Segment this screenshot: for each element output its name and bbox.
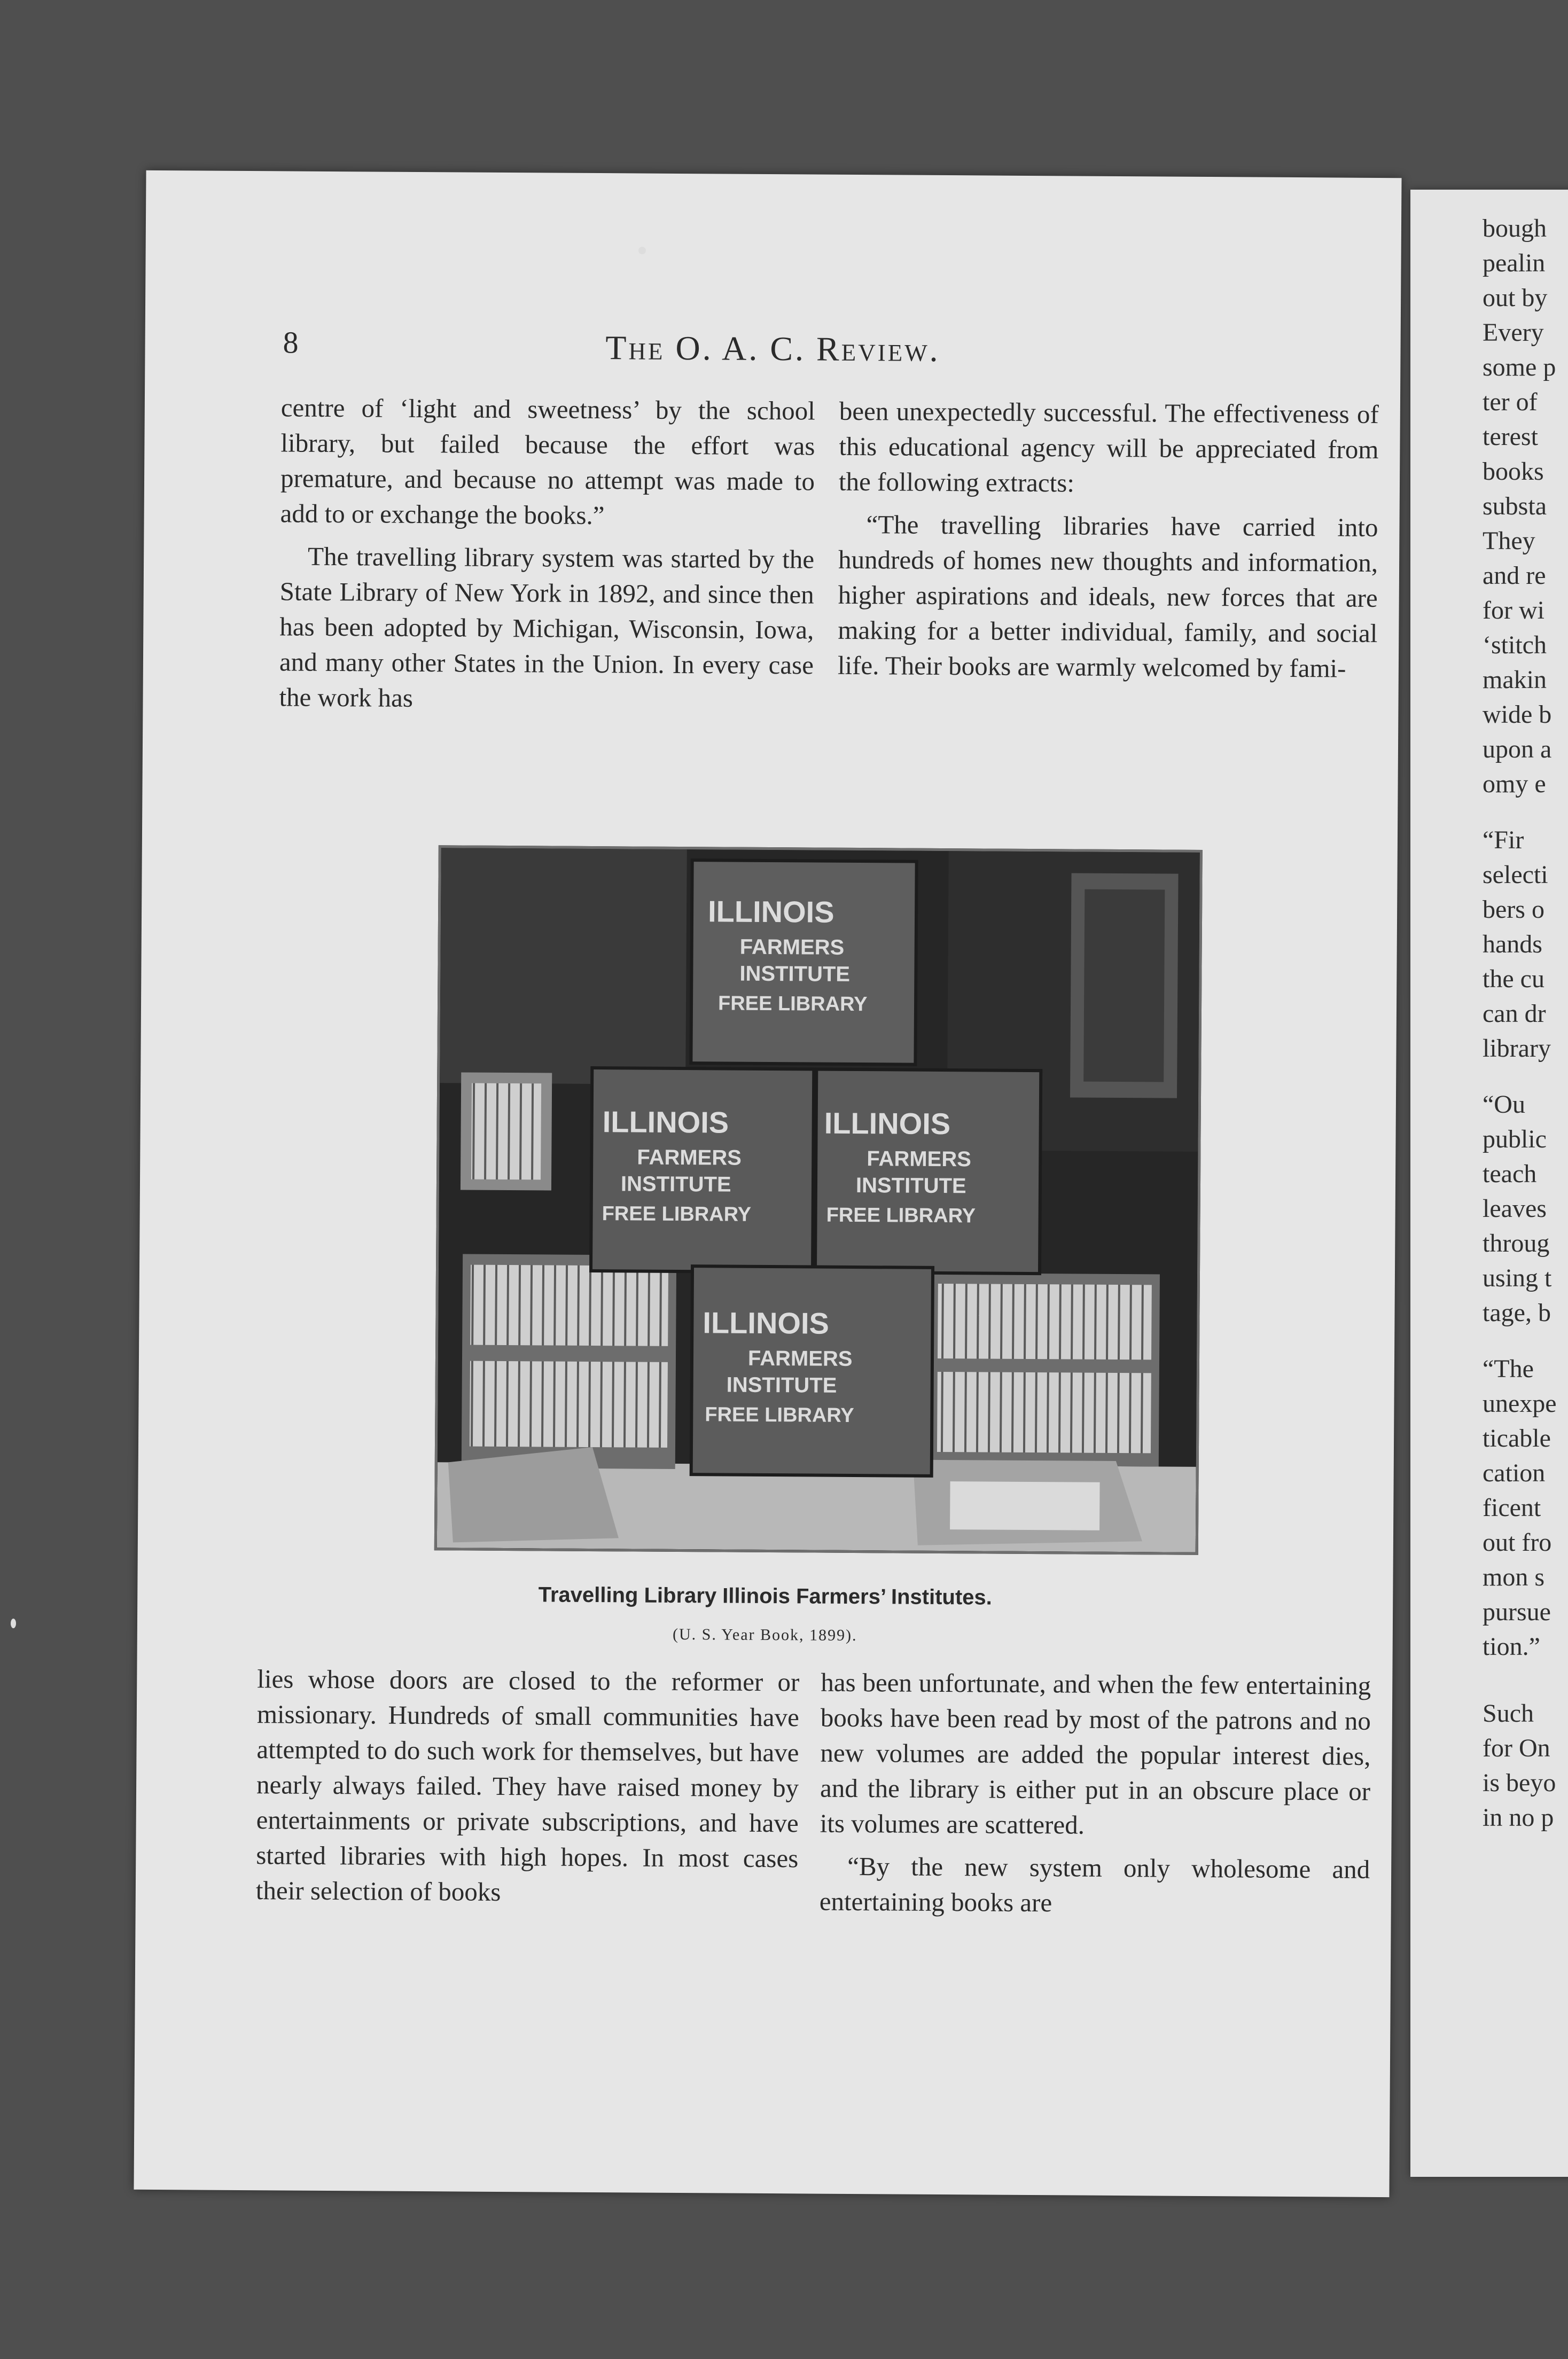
facing-page-fragment: Such <box>1483 1699 1534 1728</box>
facing-page-fragment: public <box>1483 1125 1547 1153</box>
facing-page-fragment: ter of <box>1483 388 1538 416</box>
crate-label: FARMERS <box>637 1145 742 1170</box>
facing-page-fragment: for On <box>1483 1734 1550 1762</box>
crate-label: FARMERS <box>867 1147 971 1171</box>
paragraph: centre of ‘light and sweetness’ by the school library, but failed because the effort was premature, and because no attempt was made to add to or exchange the books.” <box>280 393 816 530</box>
crate-label: FREE LIBRARY <box>602 1202 752 1226</box>
paragraph: has been unfortunate, and when the few entertaining books have been read by most of the patrons and no new volumes are added the popular interest dies, and the library is either put in an obscure place or its volumes are scattered. <box>820 1667 1371 1840</box>
column-3 <box>256 1661 800 1919</box>
dust-speck <box>11 1619 16 1628</box>
facing-page-fragment: “Ou <box>1483 1090 1525 1119</box>
facing-page-fragment: pursue <box>1483 1598 1551 1626</box>
crate-middle-right <box>815 1069 1041 1274</box>
facing-page-fragment: tage, b <box>1483 1299 1551 1327</box>
facing-page-fragment: and re <box>1483 561 1546 590</box>
facing-page-fragment: Every <box>1483 318 1544 347</box>
crate-middle-left <box>591 1068 814 1272</box>
crate-label: INSTITUTE <box>855 1174 966 1198</box>
facing-page-fragment: the cu <box>1483 965 1544 993</box>
figure-caption: Travelling Library Illinois Farmers’ Institutes. <box>538 1583 992 1610</box>
crate-label: FREE LIBRARY <box>705 1403 854 1427</box>
facing-page-fragment: leaves <box>1483 1194 1547 1223</box>
running-title: The O. A. C. Review. <box>605 329 940 369</box>
travelling-library-photo <box>434 845 1203 1555</box>
crate-label: ILLINOIS <box>707 894 834 929</box>
facing-page-fragment: ‘stitch <box>1483 631 1547 659</box>
facing-page-fragment: out by <box>1483 284 1548 312</box>
paragraph: The travelling library system was started by the State Library of New York in 1892, and since then has been adopted by Michigan, Wisconsin, Iowa, and many other States in the Union. In every case the work has <box>279 541 815 713</box>
dust-speck <box>638 247 646 254</box>
facing-page-fragment: omy e <box>1483 770 1546 798</box>
crate-bottom <box>691 1266 933 1476</box>
facing-page-fragment: cation <box>1483 1459 1546 1487</box>
crate-label: FREE LIBRARY <box>826 1204 976 1228</box>
paragraph: “By the new system only wholesome and entertaining books are <box>819 1851 1370 1918</box>
facing-page-fragment: books <box>1483 457 1544 486</box>
crate-label: INSTITUTE <box>739 962 851 986</box>
magazine-page <box>134 170 1401 2197</box>
crate-label: FREE LIBRARY <box>717 992 868 1016</box>
facing-page-fragment: can dr <box>1483 999 1546 1028</box>
crate-label: ILLINOIS <box>824 1106 951 1141</box>
crate-label: INSTITUTE <box>726 1373 837 1397</box>
facing-page-fragment: out fro <box>1483 1528 1552 1557</box>
paragraph: lies whose doors are closed to the reformer or missionary. Hundreds of small communities have attempted to do such work for themselves, but have nearly always failed. They have raised money by entertainments or private subscriptions, and have started libraries with high hopes. In most cases their selection of books <box>255 1664 800 1907</box>
facing-page <box>1410 190 1568 2177</box>
paragraph: “The travelling libraries have carried into hundreds of homes new thoughts and information, higher aspirations and ideals, new forces that are making for a better individual, family, and social life. Their books are warmly welcomed by fami- <box>837 510 1378 683</box>
column-4 <box>820 1665 1371 1930</box>
column-1 <box>279 390 815 725</box>
facing-page-fragment: bers o <box>1483 895 1544 924</box>
facing-page-fragment: bough <box>1483 214 1547 243</box>
crate-label: FARMERS <box>739 935 845 959</box>
facing-page-fragment: terest <box>1483 423 1538 451</box>
facing-page-fragment: in no p <box>1483 1803 1554 1832</box>
facing-page-fragment: ticable <box>1483 1424 1551 1452</box>
facing-page-fragment: substa <box>1483 492 1547 520</box>
facing-page-fragment: “The <box>1483 1355 1534 1383</box>
facing-page-fragment: library <box>1483 1034 1551 1063</box>
crate-label: FARMERS <box>747 1346 853 1371</box>
facing-page-fragment: “Fir <box>1483 826 1524 854</box>
facing-page-fragment: selecti <box>1483 861 1548 889</box>
column-2 <box>838 394 1379 694</box>
paragraph: been unexpectedly successful. The effectiveness of this educational agency will be appreciated from the following extracts: <box>838 396 1379 498</box>
facing-page-fragment: upon a <box>1483 735 1552 763</box>
facing-page-fragment: wide b <box>1483 700 1552 729</box>
facing-page-fragment: using t <box>1483 1264 1552 1292</box>
facing-page-fragment: is beyo <box>1483 1769 1556 1797</box>
facing-page-fragment: for wi <box>1483 596 1544 624</box>
crate-label: ILLINOIS <box>602 1105 729 1139</box>
facing-page-fragment: mon s <box>1483 1563 1545 1591</box>
page-number: 8 <box>283 325 299 360</box>
facing-page-fragment: pealin <box>1483 249 1546 277</box>
crate-label: ILLINOIS <box>703 1306 830 1340</box>
crate-label: INSTITUTE <box>620 1172 731 1197</box>
facing-page-fragment: They <box>1483 527 1535 555</box>
facing-page-fragment: ficent <box>1483 1494 1541 1522</box>
facing-page-fragment: throug <box>1483 1229 1550 1257</box>
facing-page-fragment: hands <box>1483 930 1542 958</box>
figure-source: (U. S. Year Book, 1899). <box>672 1625 857 1645</box>
facing-page-fragment: unexpe <box>1483 1389 1557 1418</box>
photo-illustration <box>437 848 1200 1552</box>
facing-page-fragment: tion.” <box>1483 1632 1540 1661</box>
facing-page-fragment: some p <box>1483 353 1556 381</box>
facing-page-fragment: teach <box>1483 1160 1537 1188</box>
facing-page-fragment: makin <box>1483 666 1547 694</box>
